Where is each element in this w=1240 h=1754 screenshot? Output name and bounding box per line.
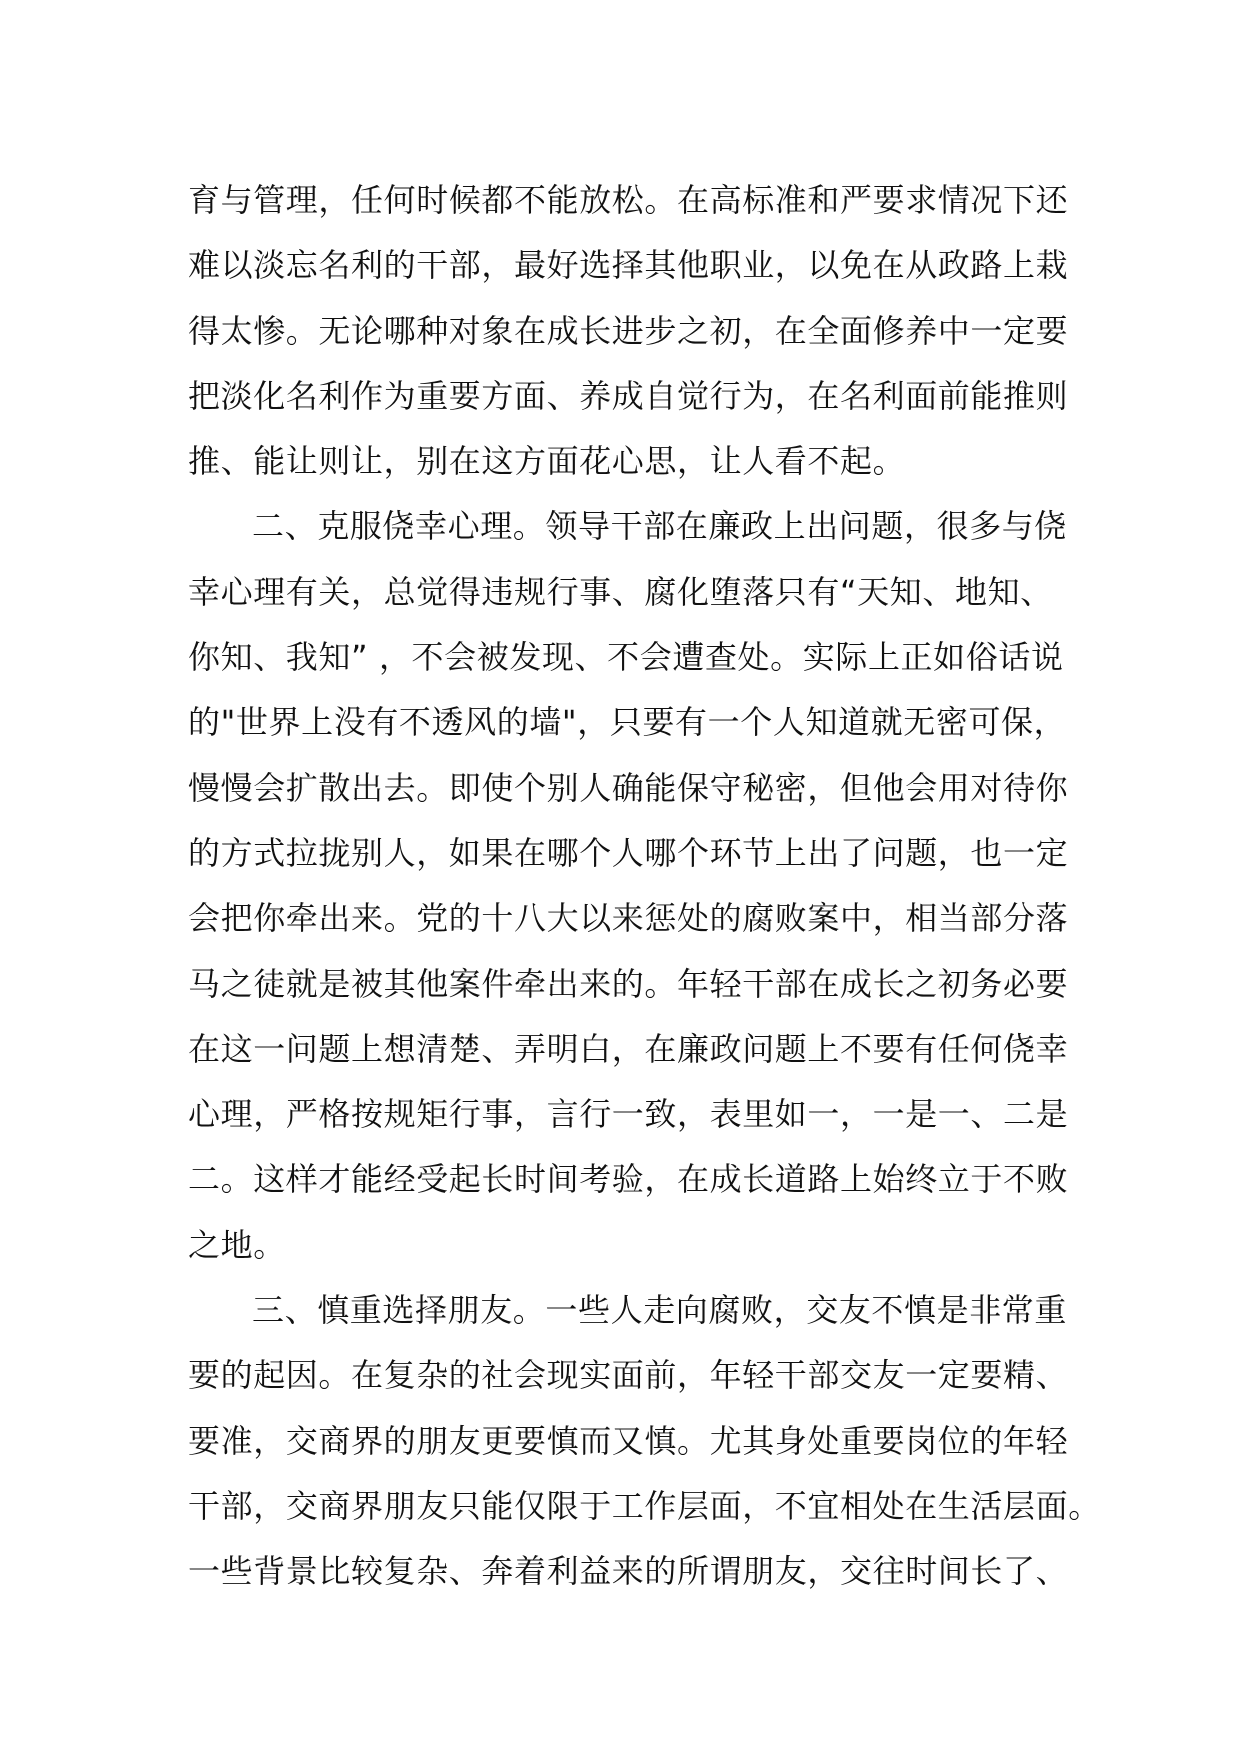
- text-line: 你知、我知” ，不会被发现、不会遭查处。实际上正如俗话说: [188, 638, 1064, 677]
- body-text: [188, 168, 1101, 1605]
- text-line: 幸心理有关，总觉得违规行事、腐化堕落只有“天知、地知、: [188, 572, 1053, 611]
- text-line: 要的起因。在复杂的社会现实面前，年轻干部交友一定要精、: [188, 1356, 1069, 1395]
- text-line: 育与管理，任何时候都不能放松。在高标准和严要求情况下还: [188, 181, 1069, 219]
- section-heading-line: 二、克服侥幸心理。领导干部在廉政上出问题，很多与侥: [252, 507, 1068, 546]
- text-line: 的"世界上没有不透风的墙"，只要有一个人知道就无密可保，: [188, 703, 1067, 742]
- text-line: 马之徒就是被其他案件牵出来的。年轻干部在成长之初务必要: [188, 964, 1069, 1003]
- text-line: 干部，交商界朋友只能仅限于工作层面，不宜相处在生活层面。: [188, 1486, 1101, 1525]
- text-line: 得太惨。无论哪种对象在成长进步之初，在全面修养中一定要: [188, 311, 1069, 350]
- section-heading-line: 三、慎重选择朋友。一些人走向腐败，交友不慎是非常重: [252, 1291, 1068, 1330]
- text-line: 慢慢会扩散出去。即使个别人确能保守秘密，但他会用对待你: [188, 768, 1069, 807]
- text-line: 之地。: [188, 1225, 286, 1264]
- text-line: 心理，严格按规矩行事，言行一致，表里如一，一是一、二是: [188, 1095, 1069, 1134]
- text-line: 把淡化名利作为重要方面、养成自觉行为，在名利面前能推则: [188, 376, 1069, 415]
- text-line: 一些背景比较复杂、奔着利益来的所谓朋友，交往时间长了、: [188, 1552, 1069, 1591]
- text-line: 难以淡忘名利的干部，最好选择其他职业，以免在从政路上栽: [188, 246, 1069, 285]
- text-line: 推、能让则让，别在这方面花心思，让人看不起。: [188, 442, 906, 481]
- text-line: 的方式拉拢别人，如果在哪个人哪个环节上出了问题，也一定: [188, 833, 1069, 872]
- text-line: 会把你牵出来。党的十八大以来惩处的腐败案中，相当部分落: [188, 899, 1069, 938]
- text-line: 要准，交商界的朋友更要慎而又慎。尤其身处重要岗位的年轻: [188, 1421, 1069, 1460]
- text-line: 在这一问题上想清楚、弄明白，在廉政问题上不要有任何侥幸: [188, 1029, 1069, 1068]
- text-line: 二。这样才能经受起长时间考验，在成长道路上始终立于不败: [188, 1160, 1069, 1199]
